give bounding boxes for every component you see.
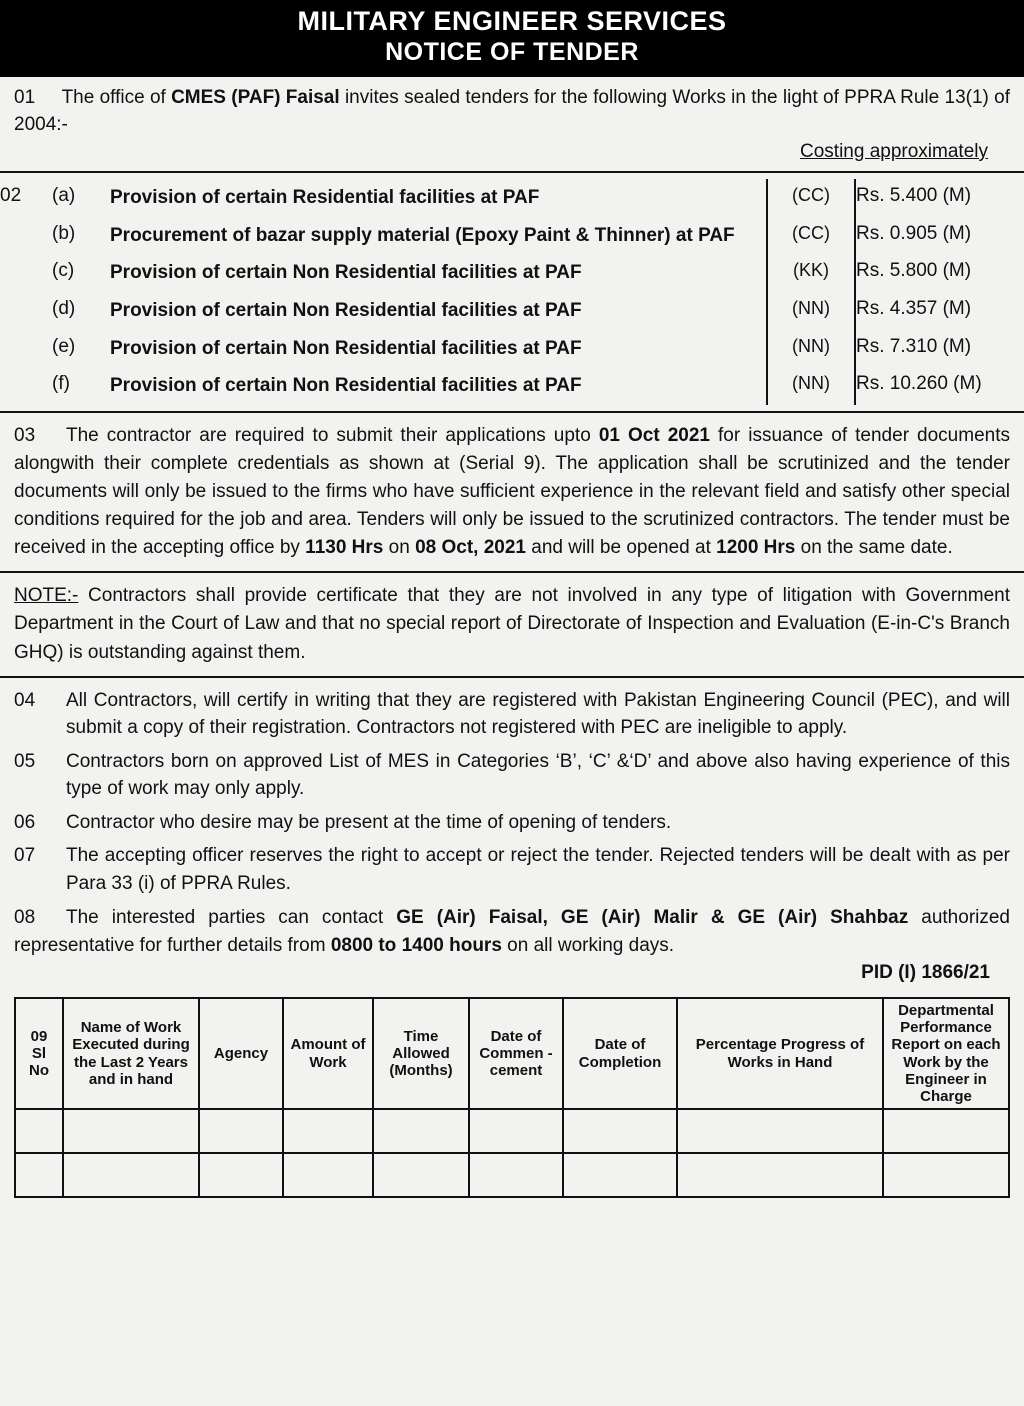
table-row [0,254,1024,292]
work-description: Provision of certain Non Residential facilities at PAF [110,299,582,321]
cell-time-allowed[interactable] [373,1153,469,1197]
cell-date-of-completion[interactable] [563,1109,677,1153]
work-letter: (e) [52,335,76,357]
work-amount: Rs. 7.310 (M) [855,330,1024,368]
intro-office-name: CMES (PAF) Faisal [171,87,340,109]
table-row [0,179,1024,217]
works-table-section [0,171,1024,413]
clause-08 [14,904,1010,960]
header-title-line1: MILITARY ENGINEER SERVICES [297,6,727,36]
header-title-line2: NOTICE OF TENDER [385,38,639,67]
column-header-name-of-work: Name of Work Executed during the Last 2 Years and in hand [63,998,199,1110]
para-03-number: 03 [14,424,36,446]
para-03-text-2: for issuance of tender documents alongwith their complete credentials as shown at (Serial 9). The application shall be scrutinized and the tender documents will only be issued to the firms who have sufficient experience in the relevant field and satisfy other special conditions required for the job and area. Tenders will only be issued to the scrutinized contractors. The tender must be received in the accepting office by [14,424,1010,559]
clause-04 [14,687,1010,742]
clause-06 [14,809,1010,837]
work-letter: (f) [52,373,70,395]
work-code: (CC) [767,217,855,255]
table-no-label: No [29,1062,49,1080]
clause-06-text: Contractor who desire may be present at the time of opening of tenders. [66,811,672,833]
work-code: (KK) [767,254,855,292]
works-number-blank [0,217,52,255]
work-letter: (a) [52,184,76,206]
clause-08-number: 08 [14,906,36,928]
column-header-departmental-report: Departmental Performance Report on each Work by the Engineer in Charge [883,998,1009,1110]
work-code: (NN) [767,367,855,405]
cell-departmental-report[interactable] [883,1109,1009,1153]
section-clauses [0,678,1024,997]
cell-departmental-report[interactable] [883,1153,1009,1197]
cell-name-of-work[interactable] [63,1153,199,1197]
credentials-table [14,997,1010,1199]
works-table [0,179,1024,405]
work-amount: Rs. 5.800 (M) [855,254,1024,292]
clause-08-contacts: GE (Air) Faisal, GE (Air) Malir & GE (Air) Shahbaz [396,906,909,928]
column-header-date-of-completion: Date of Completion [563,998,677,1110]
cell-agency[interactable] [199,1109,283,1153]
table-row [15,1109,1009,1153]
clause-04-text: All Contractors, will certify in writing that they are registered with Pakistan Engineering Council (PEC), and will submit a copy of their registration. Contractors not registered with PEC are ineligible to apply. [66,689,1010,739]
column-header-date-of-commencement: Date of Commen -cement [469,998,563,1110]
section-03 [0,413,1024,574]
table-row [0,217,1024,255]
column-header-amount-of-work: Amount of Work [283,998,373,1110]
work-amount: Rs. 5.400 (M) [855,179,1024,217]
cell-serial[interactable] [15,1109,63,1153]
work-description: Provision of certain Residential facilities at PAF [110,186,540,208]
column-header-percentage-progress: Percentage Progress of Works in Hand [677,998,883,1110]
work-letter: (d) [52,297,76,319]
cell-agency[interactable] [199,1153,283,1197]
work-code: (NN) [767,330,855,368]
table-row [0,292,1024,330]
cell-percentage-progress[interactable] [677,1153,883,1197]
clause-05-number: 05 [14,750,36,772]
column-header-agency: Agency [199,998,283,1110]
work-code: (NN) [767,292,855,330]
work-amount: Rs. 10.260 (M) [855,367,1024,405]
pid-number: PID (I) 1866/21 [861,961,990,983]
cell-serial[interactable] [15,1153,63,1197]
note-label: NOTE:- [14,585,79,607]
clause-07-text: The accepting officer reserves the right to accept or reject the tender. Rejected tenders will be dealt with as per Para 33 (i) of PPRA Rules. [66,845,1010,894]
work-description: Procurement of bazar supply material (Epoxy Paint & Thinner) at PAF [110,224,735,246]
works-number-blank [0,292,52,330]
table-serial-header [15,998,63,1110]
para-03-text-4: and will be opened at [525,537,717,559]
work-code: (CC) [767,179,855,217]
table-row [15,1153,1009,1197]
intro-text-after: invites sealed tenders for the following Works in the light of PPRA Rule 13(1) of 2004:- [14,87,1010,136]
work-description: Provision of certain Non Residential facilities at PAF [110,262,582,284]
section-note [0,573,1024,677]
cell-date-of-completion[interactable] [563,1153,677,1197]
works-number-blank [0,254,52,292]
work-description: Provision of certain Non Residential facilities at PAF [110,337,582,359]
works-number: 02 [0,184,22,206]
intro-number: 01 [14,87,36,109]
para-03-opening-time: 1200 Hrs [716,537,796,559]
work-letter: (b) [52,222,76,244]
para-03-application-date: 01 Oct 2021 [598,424,710,446]
paragraph-03 [14,422,1010,563]
works-number-blank [0,367,52,405]
clause-04-number: 04 [14,689,36,711]
clause-05 [14,748,1010,803]
clause-08-hours: 0800 to 1400 hours [330,934,502,956]
work-amount: Rs. 4.357 (M) [855,292,1024,330]
para-03-text-3: on [383,537,416,559]
clause-05-text: Contractors born on approved List of MES in Categories ‘B’, ‘C’ &‘D’ and above also having experience of this type of work may only apply. [66,750,1010,800]
clause-06-number: 06 [14,811,36,833]
intro-section [0,77,1024,171]
table-row [0,330,1024,368]
para-03-text-5: on the same date. [795,537,953,559]
column-header-time-allowed: Time Allowed (Months) [373,998,469,1110]
work-amount: Rs. 0.905 (M) [855,217,1024,255]
para-03-receipt-time: 1130 Hrs [305,537,384,559]
table-serial-number: 09 [30,1027,48,1045]
intro-text-before: The office of [61,87,172,109]
cell-percentage-progress[interactable] [677,1109,883,1153]
table-header-row [15,998,1009,1110]
works-number-blank [0,330,52,368]
cell-amount-of-work[interactable] [283,1109,373,1153]
work-description: Provision of certain Non Residential facilities at PAF [110,375,582,397]
table-sl-label: Sl [31,1044,47,1062]
cell-time-allowed[interactable] [373,1109,469,1153]
cell-amount-of-work[interactable] [283,1153,373,1197]
para-03-text-1: The contractor are required to submit their applications upto [66,424,599,446]
clause-08-text-1: The interested parties can contact [66,906,397,928]
clause-08-text-3: on all working days. [501,934,675,956]
note-text: Contractors shall provide certificate that they are not involved in any type of litigation with Government Department in the Court of Law and that no special report of Directorate of Inspection and Evaluation (E-in-C's Branch GHQ) is outstanding against them. [14,585,1010,663]
note-paragraph [14,582,1010,666]
table-row [0,367,1024,405]
costing-label: Costing approximately [800,140,988,162]
page-header [0,0,1024,77]
intro-paragraph [14,85,1010,139]
clause-07-number: 07 [14,845,36,867]
para-03-receipt-date: 08 Oct, 2021 [415,537,526,559]
clause-07 [14,842,1010,897]
clause-08-text-2: authorized representative for further details from [14,906,1011,956]
work-letter: (c) [52,260,75,282]
cell-date-of-commencement[interactable] [469,1109,563,1153]
cell-date-of-commencement[interactable] [469,1153,563,1197]
cell-name-of-work[interactable] [63,1109,199,1153]
